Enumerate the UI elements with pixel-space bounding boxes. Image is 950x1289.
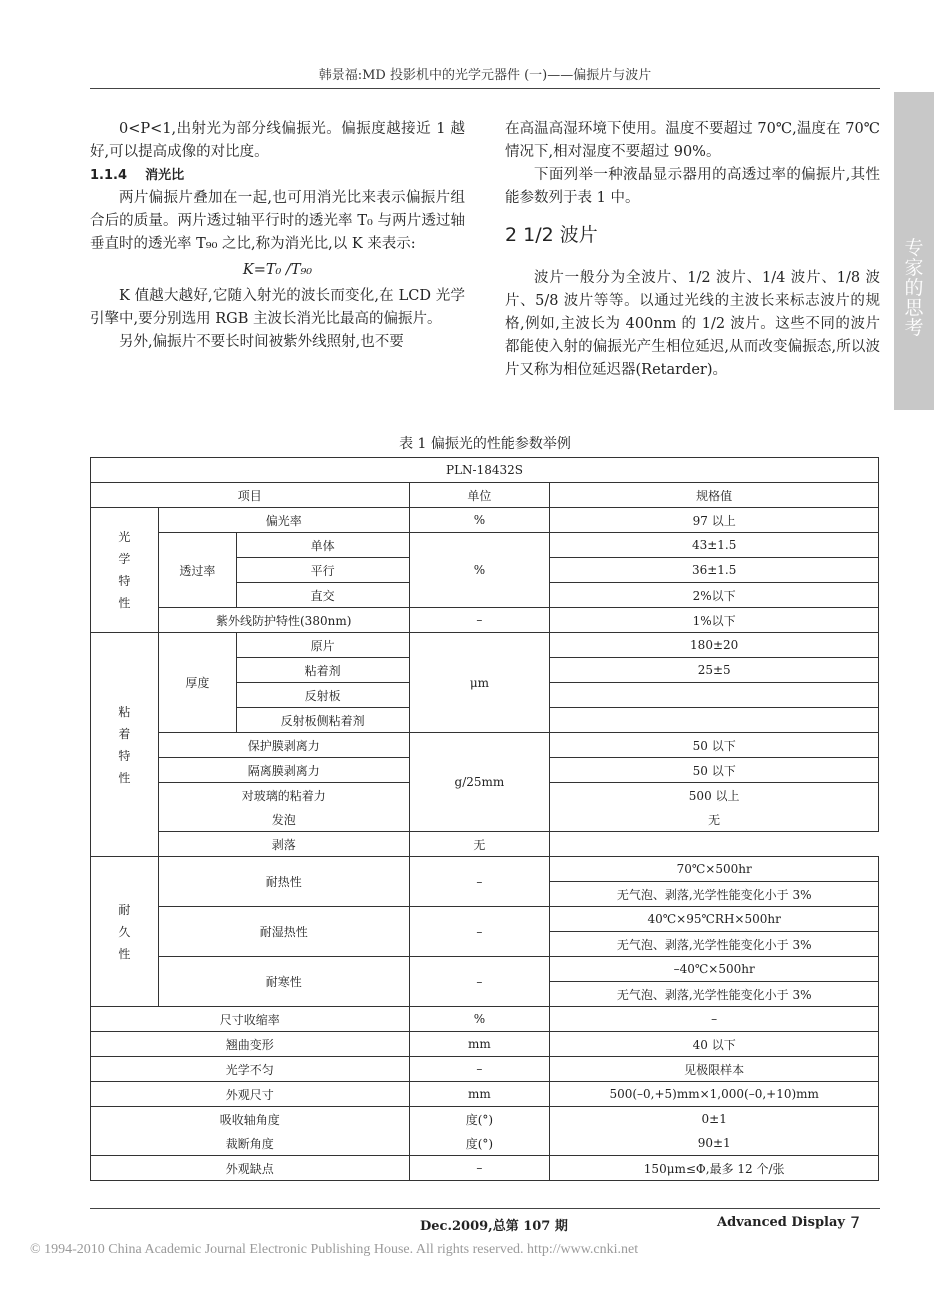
item-cell: 反射板: [236, 683, 409, 708]
value-cell: 见极限样本: [550, 1057, 879, 1082]
table-row: [91, 907, 879, 932]
header-cell: 单位: [409, 483, 550, 508]
item-cell: 隔离膜剥离力: [158, 758, 409, 783]
right-column: [505, 118, 880, 382]
value-cell: 40 以下: [550, 1032, 879, 1057]
item-cell: 保护膜剥离力: [158, 733, 409, 758]
item-cell: 外观尺寸: [91, 1082, 410, 1107]
unit-cell: –: [409, 608, 550, 633]
vertical-label: 粘着特性: [118, 704, 131, 785]
item-cell: 原片: [236, 633, 409, 658]
vertical-label: 光学特性: [118, 530, 131, 610]
left-column: [90, 118, 465, 354]
table-row: [91, 832, 879, 857]
value-cell: 36±1.5: [550, 558, 879, 583]
item-cell: 反射板侧粘着剂: [236, 708, 409, 733]
value-cell: –: [550, 1007, 879, 1032]
subgroup-cell: 厚度: [158, 633, 236, 733]
table-row: [91, 1032, 879, 1057]
table-row: [91, 508, 879, 533]
unit-cell: μm: [409, 633, 550, 733]
paragraph: 0<P<1,出射光为部分线偏振光。偏振度越接近 1 越好,可以提高成像的对比度。: [90, 121, 465, 160]
item-cell: 耐湿热性: [158, 907, 409, 957]
value-cell: 500 以上: [550, 783, 879, 808]
unit-cell: %: [409, 533, 550, 608]
table-row: [91, 1107, 879, 1132]
header-rule: [90, 88, 880, 89]
subsection-title: 消光比: [145, 168, 185, 183]
section-sidebar: [894, 92, 934, 410]
value-cell: 50 以下: [550, 733, 879, 758]
table-row: [91, 458, 879, 483]
item-cell: 尺寸收缩率: [91, 1007, 410, 1032]
unit-cell: mm: [409, 1082, 550, 1107]
value-cell: 90±1: [550, 1131, 879, 1156]
group-cell: [91, 633, 159, 857]
group-cell: [91, 857, 159, 1007]
paragraph: 下面列举一种液晶显示器用的高透过率的偏振片,其性能参数列于表 1 中。: [505, 167, 880, 206]
unit-cell: 度(°): [409, 1131, 550, 1156]
value-cell: 97 以上: [550, 508, 879, 533]
header-cell: 项目: [91, 483, 410, 508]
item-cell: 粘着剂: [236, 658, 409, 683]
item-cell: 剥落: [158, 832, 409, 857]
unit-cell: %: [409, 508, 550, 533]
unit-cell: –: [409, 907, 550, 957]
unit-cell: 度(°): [409, 1107, 550, 1132]
table-row: [91, 1007, 879, 1032]
item-cell: 耐寒性: [158, 957, 409, 1007]
paragraph: 在高温高湿环境下使用。温度不要超过 70℃,温度在 70℃情况下,相对湿度不要超过 90%。: [505, 121, 880, 160]
value-cell: 40℃×95℃RH×500hr: [550, 907, 879, 932]
footer-rule: [90, 1208, 880, 1209]
copyright-notice: © 1994-2010 China Academic Journal Electronic Publishing House. All rights reserved. http://www.cnki.net: [30, 1242, 639, 1257]
item-cell: 紫外线防护特性(380nm): [158, 608, 409, 633]
value-cell: [550, 683, 879, 708]
item-cell: 翘曲变形: [91, 1032, 410, 1057]
value-cell: 无: [550, 807, 879, 832]
subsection-heading: [90, 164, 465, 187]
table-row: [91, 733, 879, 758]
value-cell: 无气泡、剥落,光学性能变化小于 3%: [550, 982, 879, 1007]
unit-cell: g/25mm: [409, 733, 550, 832]
unit-cell: –: [409, 1156, 550, 1181]
item-cell: 耐热性: [158, 857, 409, 907]
value-cell: 180±20: [550, 633, 879, 658]
table-row: [91, 857, 879, 882]
value-cell: 43±1.5: [550, 533, 879, 558]
value-cell: 25±5: [550, 658, 879, 683]
table-row: [91, 957, 879, 982]
unit-cell: –: [409, 957, 550, 1007]
item-cell: 光学不匀: [91, 1057, 410, 1082]
table-row: [91, 1131, 879, 1156]
model-cell: PLN-18432S: [91, 458, 879, 483]
table-row: [91, 1156, 879, 1181]
table-row: [91, 633, 879, 658]
paragraph: 两片偏振片叠加在一起,也可用消光比来表示偏振片组合后的质量。两片透过轴平行时的透光率 T₀ 与两片透过轴垂直时的透光率 T₉₀ 之比,称为消光比,以 K 来表示:: [90, 190, 465, 252]
table-row: [91, 483, 879, 508]
footer-issue: Dec.2009,总第 107 期: [420, 1219, 568, 1234]
table-row: [91, 1057, 879, 1082]
header-cell: 规格值: [550, 483, 879, 508]
item-cell: 对玻璃的粘着力: [158, 783, 409, 808]
paragraph: 另外,偏振片不要长时间被紫外线照射,也不要: [119, 334, 404, 350]
item-cell: 外观缺点: [91, 1156, 410, 1181]
item-cell: 单体: [236, 533, 409, 558]
sidebar-label: 专家的思考: [904, 237, 924, 339]
table-caption: 表 1 偏振光的性能参数举例: [399, 436, 571, 452]
section-heading: 2 1/2 波片: [505, 224, 598, 246]
subgroup-cell: 透过率: [158, 533, 236, 608]
item-cell: 平行: [236, 558, 409, 583]
vertical-label: 耐久性: [118, 902, 131, 961]
value-cell: 0±1: [550, 1107, 879, 1132]
unit-cell: –: [409, 1057, 550, 1082]
value-cell: 2%以下: [550, 583, 879, 608]
value-cell: 70℃×500hr: [550, 857, 879, 882]
value-cell: 500(–0,+5)mm×1,000(–0,+10)mm: [550, 1082, 879, 1107]
item-cell: 偏光率: [158, 508, 409, 533]
value-cell: –40℃×500hr: [550, 957, 879, 982]
spec-table: [90, 457, 879, 1181]
paragraph: K 值越大越好,它随入射光的波长而变化,在 LCD 光学引擎中,要分别选用 RGB 主波长消光比最高的偏振片。: [90, 288, 465, 327]
group-cell: [91, 508, 159, 633]
formula: K=T₀ /T₉₀: [242, 262, 313, 278]
value-cell: 无气泡、剥落,光学性能变化小于 3%: [550, 932, 879, 957]
unit-cell: %: [409, 1007, 550, 1032]
unit-cell: –: [409, 857, 550, 907]
page-number: 7: [850, 1213, 861, 1232]
value-cell: [550, 708, 879, 733]
footer-journal: Advanced Display: [717, 1215, 845, 1230]
subsection-number: 1.1.4: [90, 168, 128, 183]
value-cell: 无气泡、剥落,光学性能变化小于 3%: [550, 882, 879, 907]
value-cell: 无: [409, 832, 550, 857]
unit-cell: mm: [409, 1032, 550, 1057]
value-cell: 150μm≤Φ,最多 12 个/张: [550, 1156, 879, 1181]
value-cell: 50 以下: [550, 758, 879, 783]
running-header: 韩景福:MD 投影机中的光学元器件 (一)——偏振片与波片: [318, 68, 652, 83]
value-cell: 1%以下: [550, 608, 879, 633]
item-cell: 吸收轴角度: [91, 1107, 410, 1132]
item-cell: 发泡: [158, 807, 409, 832]
item-cell: 裁断角度: [91, 1131, 410, 1156]
item-cell: 直交: [236, 583, 409, 608]
table-row: [91, 533, 879, 558]
table-row: [91, 1082, 879, 1107]
table-row: [91, 608, 879, 633]
paragraph: 波片一般分为全波片、1/2 波片、1/4 波片、1/8 波片、5/8 波片等等。以通过光线的主波长来标志波片的规格,例如,主波长为 400nm 的 1/2 波片。这些不同的波片都能使入射的偏振光产生相位延迟,从而改变偏振态,所以波片又称为相位延迟器(Retarder)。: [505, 270, 880, 378]
